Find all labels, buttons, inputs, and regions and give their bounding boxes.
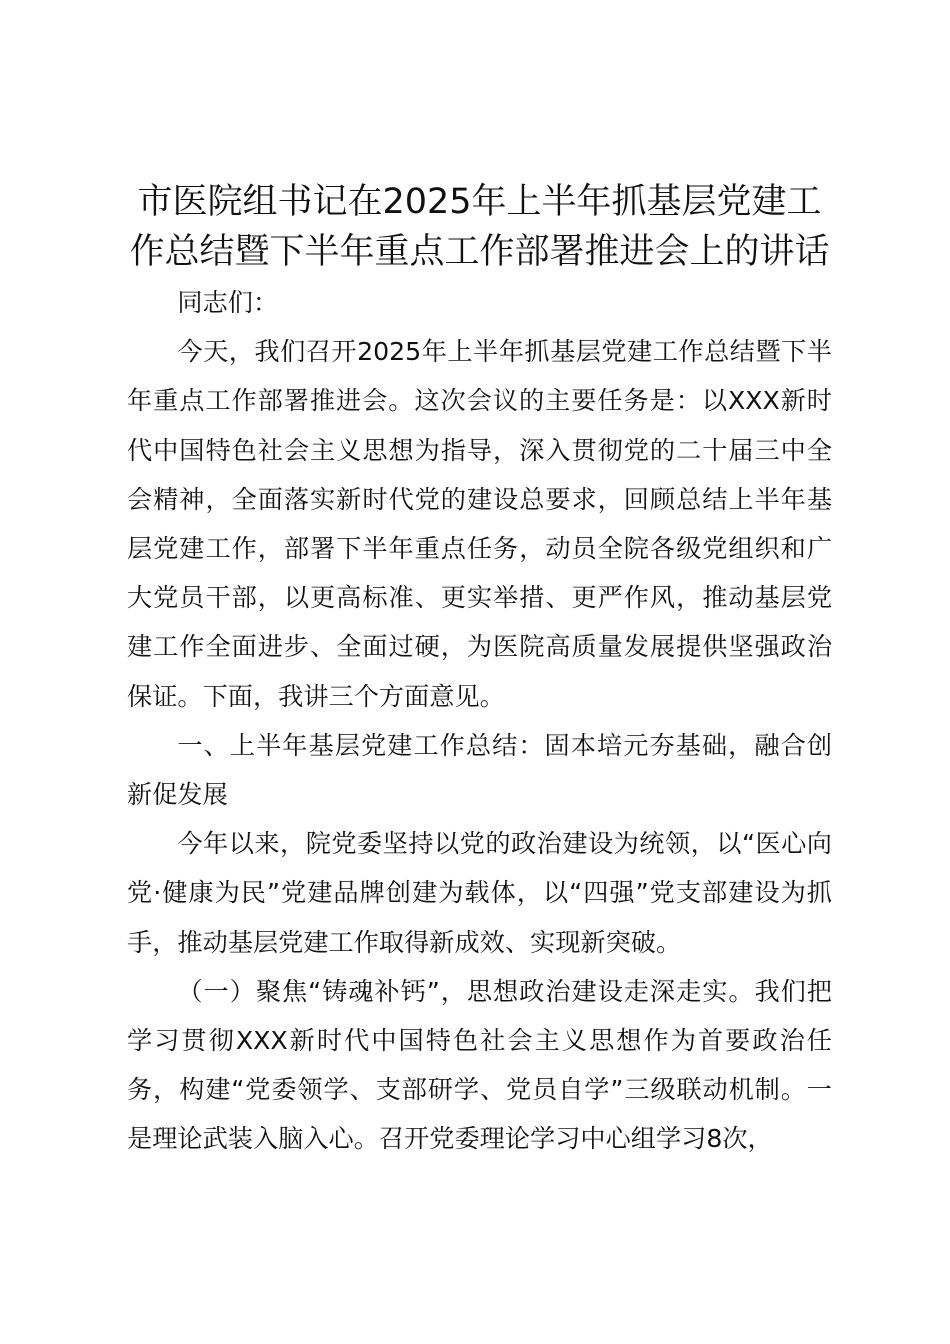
opening-paragraph: 今天，我们召开2025年上半年抓基层党建工作总结暨下半年重点工作部署推进会。这次会议的主要任务是：以XXX新时代中国特色社会主义思想为指导，深入贯彻党的二十届三中全会精神，全面落实新时代党的建设总要求，回顾总结上半年基层党建工作，部署下半年重点任务，动员全院各级党组织和广大党员干部，以更高标准、更实举措、更严作风，推动基层党建工作全面进步、全面过硬，为医院高质量发展提供坚强政治保证。下面，我讲三个方面意见。 — [127, 337, 832, 711]
subsection-paragraph-one: （一）聚焦“铸魂补钙”，思想政治建设走深走实。我们把学习贯彻XXX新时代中国特色社会主义思想作为首要政治任务，构建“党委领学、支部研学、党员自学”三级联动机制。一是理论武装入脑入心。召开党委理论学习中心组学习8次， — [127, 976, 832, 1154]
document-title: 市医院组书记在2025年上半年抓基层党建工作总结暨下半年重点工作部署推进会上的讲话 — [129, 182, 830, 272]
salutation: 同志们： — [177, 288, 279, 317]
summary-paragraph: 今年以来，院党委坚持以党的政治建设为统领，以“医心向党·健康为民”党建品牌创建为载体，以“四强”党支部建设为抓手，推动基层党建工作取得新成效、实现新突破。 — [127, 829, 832, 957]
section-heading-one: 一、上半年基层党建工作总结：固本培元夯基础，融合创新促发展 — [127, 730, 832, 810]
document-body — [127, 177, 832, 1164]
